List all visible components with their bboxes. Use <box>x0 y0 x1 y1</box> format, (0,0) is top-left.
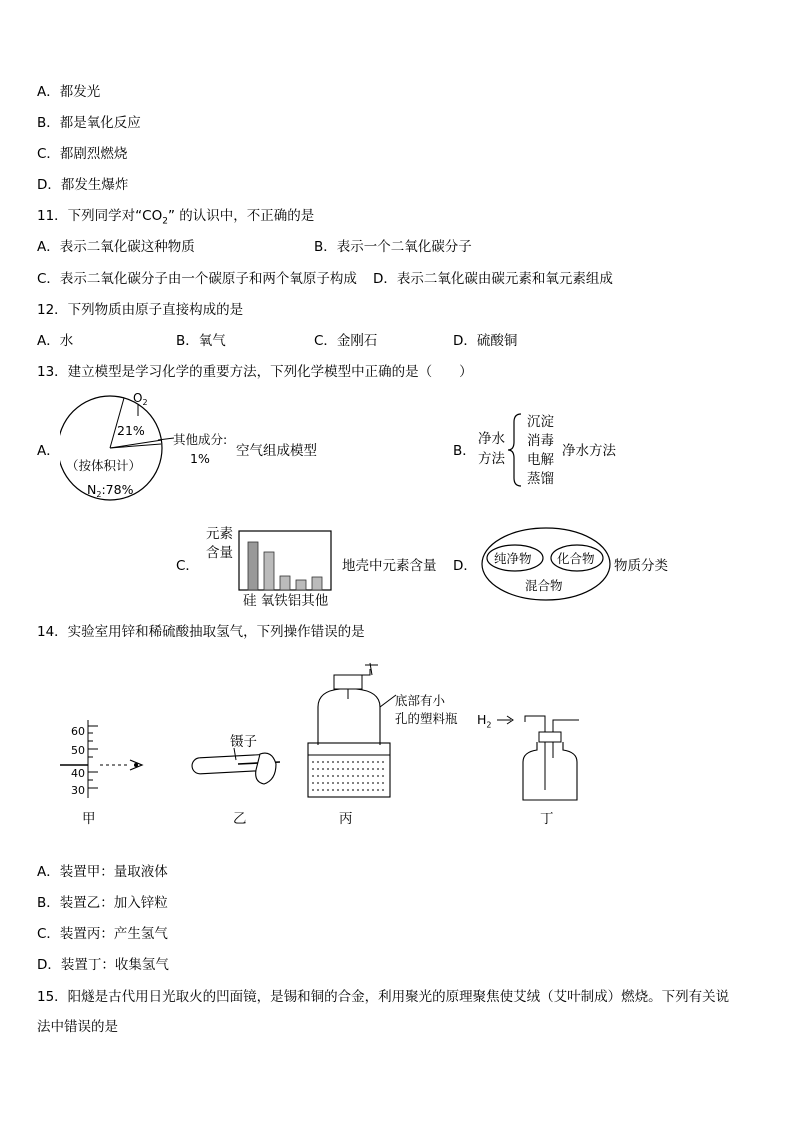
by-volume-label: （按体积计） <box>66 458 142 473</box>
option-a: A．都发光 <box>37 84 101 100</box>
n2-label: $N_2:78\%$ <box>87 482 134 499</box>
bottle-note-2: 孔的塑料瓶 <box>395 711 458 726</box>
q13-option-c-caption: 地壳中元素含量 <box>342 558 437 574</box>
chart-ylabel-2: 含量 <box>206 545 233 561</box>
q13-option-a-letter: A． <box>37 443 60 459</box>
compound-label: 化合物 <box>557 551 595 566</box>
test-tube-tweezers <box>160 740 280 792</box>
q11-option-b: B．表示一个二氧化碳分子 <box>314 239 472 255</box>
bar-4 <box>296 580 306 590</box>
pure-substance-label: 纯净物 <box>494 551 532 566</box>
option-d: D．都发生爆炸 <box>37 177 129 193</box>
q13-option-a-caption: 空气组成模型 <box>236 443 317 459</box>
q12-option-a: A．水 <box>37 333 74 349</box>
other-label: 其他成分: <box>173 432 228 447</box>
question-13-stem: 13．建立模型是学习化学的重要方法，下列化学模型中正确的是（ ） <box>37 364 473 380</box>
bar-3 <box>280 576 290 590</box>
chart-xlabels: 硅 氧铁铝其他 <box>243 593 329 609</box>
mixture-label: 混合物 <box>525 578 563 593</box>
q11-option-c: C．表示二氧化碳分子由一个碳原子和两个氧原子构成 <box>37 271 357 287</box>
bottle-note-1: 底部有小 <box>395 693 446 708</box>
other-percent: 1% <box>190 451 210 466</box>
q14-option-d: D．装置丁：收集氢气 <box>37 957 169 973</box>
hand-icon <box>256 753 276 784</box>
option-c: C．都剧烈燃烧 <box>37 146 128 162</box>
other-pointer <box>158 438 174 440</box>
q12-option-c: C．金刚石 <box>314 333 378 349</box>
tick-40: 40 <box>71 767 85 780</box>
question-14-stem: 14．实验室用锌和稀硫酸抽取氢气，下列操作错误的是 <box>37 624 365 640</box>
q11-option-d: D．表示二氧化碳由碳元素和氧元素组成 <box>373 271 613 287</box>
q13-option-c-letter: C． <box>176 558 199 574</box>
q14-option-c: C．装置丙：产生氢气 <box>37 926 168 942</box>
bar-2 <box>264 552 274 590</box>
purify-item-3: 电解 <box>527 452 554 468</box>
purify-label-1: 净水 <box>478 431 505 447</box>
purify-item-2: 消毒 <box>527 433 554 449</box>
bar-5 <box>312 577 322 590</box>
question-15-line-1: 15．阳燧是古代用日光取火的凹面镜，是锡和铜的合金，利用聚光的原理聚焦使艾绒（艾叶制成）燃烧。下列有关说 <box>37 989 730 1005</box>
q13-option-d-letter: D． <box>453 558 477 574</box>
tweezers-label: 镊子 <box>230 734 257 750</box>
o2-percent: 21% <box>117 423 145 438</box>
apparatus-ding-label: 丁 <box>540 811 554 827</box>
classification-diagram <box>480 526 612 602</box>
chart-ylabel-1: 元素 <box>206 526 233 542</box>
o2-label: $O_2$ <box>133 391 148 407</box>
q12-option-d: D．硫酸铜 <box>453 333 518 349</box>
q13-option-b-caption: 净水方法 <box>562 443 616 459</box>
bar-1 <box>248 542 258 590</box>
apparatus-jia-label: 甲 <box>82 811 96 827</box>
purify-label-2: 方法 <box>478 451 505 467</box>
purify-item-4: 蒸馏 <box>527 471 554 487</box>
tick-50: 50 <box>71 744 85 757</box>
curly-brace <box>506 412 526 488</box>
pie-divider-2 <box>110 440 162 448</box>
air-composition-pie <box>60 388 250 508</box>
option-b: B．都是氧化反应 <box>37 115 141 131</box>
gas-collection-bottle <box>495 712 585 804</box>
crust-bar-chart <box>238 530 334 592</box>
pie-divider-3 <box>110 444 161 448</box>
graduated-cylinder <box>60 718 150 800</box>
q14-option-a: A．装置甲：量取液体 <box>37 864 168 880</box>
tick-60: 60 <box>71 725 85 738</box>
apparatus-yi-label: 乙 <box>233 811 247 827</box>
q13-option-d-caption: 物质分类 <box>614 558 668 574</box>
plastic-bottle-apparatus <box>300 655 400 800</box>
question-12-stem: 12．下列物质由原子直接构成的是 <box>37 302 244 318</box>
q11-option-a: A．表示二氧化碳这种物质 <box>37 239 195 255</box>
question-15-line-2: 法中错误的是 <box>37 1019 118 1035</box>
apparatus-bing-label: 丙 <box>339 811 353 827</box>
q12-option-b: B．氧气 <box>176 333 226 349</box>
q13-option-b-letter: B． <box>453 443 476 459</box>
hydrogen-label: $H_2$ <box>477 712 492 730</box>
tick-30: 30 <box>71 784 85 797</box>
q14-option-b: B．装置乙：加入锌粒 <box>37 895 168 911</box>
question-11-stem: 11．下列同学对“$CO_2$” 的认识中，不正确的是 <box>37 208 315 227</box>
purify-item-1: 沉淀 <box>527 414 554 430</box>
